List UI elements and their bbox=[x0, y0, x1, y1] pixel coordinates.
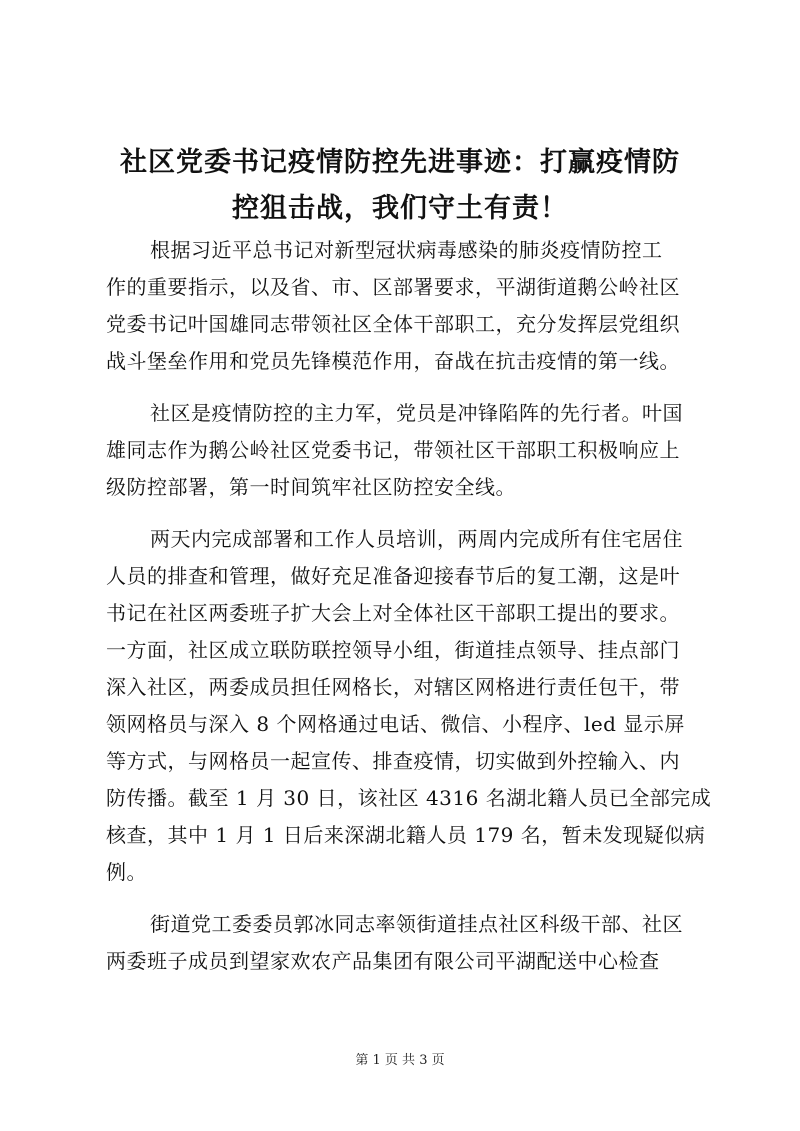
text-line: 领网格员与深入 8 个网格通过电话、微信、小程序、led 显示屏 bbox=[106, 712, 685, 736]
document-body bbox=[106, 232, 712, 995]
text-line: 党委书记叶国雄同志带领社区全体干部职工，充分发挥层党组织 bbox=[106, 312, 680, 336]
text-line: 两委班子成员到望家欢农产品集团有限公司平湖配送中心检查 bbox=[106, 949, 660, 973]
text-line: 社区是疫情防控的主力军，党员是冲锋陷阵的先行者。叶国 bbox=[150, 401, 683, 425]
text-line: 深入社区，两委成员担任网格长，对辖区网格进行责任包干，带 bbox=[106, 675, 680, 699]
text-line: 等方式，与网格员一起宣传、排查疫情，切实做到外控输入、内 bbox=[106, 749, 680, 773]
text-line: 战斗堡垒作用和党员先锋模范作用，奋战在抗击疫情的第一线。 bbox=[106, 349, 680, 373]
title-line: 社区党委书记疫情防控先进事迹：打赢疫情防 bbox=[120, 147, 680, 178]
paragraph-1 bbox=[106, 232, 706, 380]
text-line: 核查，其中 1 月 1 日后来深湖北籍人员 179 名，暂未发现疑似病 bbox=[106, 823, 706, 847]
page-footer bbox=[0, 1049, 800, 1068]
text-line: 雄同志作为鹅公岭社区党委书记，带领社区干部职工积极响应上 bbox=[106, 438, 680, 462]
paragraph-4 bbox=[106, 906, 706, 980]
paragraph-2 bbox=[106, 395, 706, 506]
text-line: 例。 bbox=[106, 860, 147, 884]
page-number-label: 第 1 页 共 3 页 bbox=[355, 1053, 445, 1068]
text-line: 两天内完成部署和工作人员培训，两周内完成所有住宅居住 bbox=[150, 527, 683, 551]
text-line: 根据习近平总书记对新型冠状病毒感染的肺炎疫情防控工 bbox=[150, 238, 663, 262]
title-line: 控狙击战，我们守土有责！ bbox=[232, 193, 568, 224]
text-line: 人员的排查和管理，做好充足准备迎接春节后的复工潮，这是叶 bbox=[106, 564, 680, 588]
paragraph-3 bbox=[106, 521, 712, 891]
text-line: 书记在社区两委班子扩大会上对全体社区干部职工提出的要求。 bbox=[106, 601, 680, 625]
text-line: 级防控部署，第一时间筑牢社区防控安全线。 bbox=[106, 475, 516, 499]
text-line: 一方面，社区成立联防联控领导小组，街道挂点领导、挂点部门 bbox=[106, 638, 680, 662]
text-line: 街道党工委委员郭冰同志率领街道挂点社区科级干部、社区 bbox=[150, 912, 683, 936]
text-line: 作的重要指示，以及省、市、区部署要求，平湖街道鹅公岭社区 bbox=[106, 275, 680, 299]
document-title bbox=[100, 140, 700, 232]
text-line: 防传播。截至 1 月 30 日，该社区 4316 名湖北籍人员已全部完成 bbox=[106, 786, 712, 810]
